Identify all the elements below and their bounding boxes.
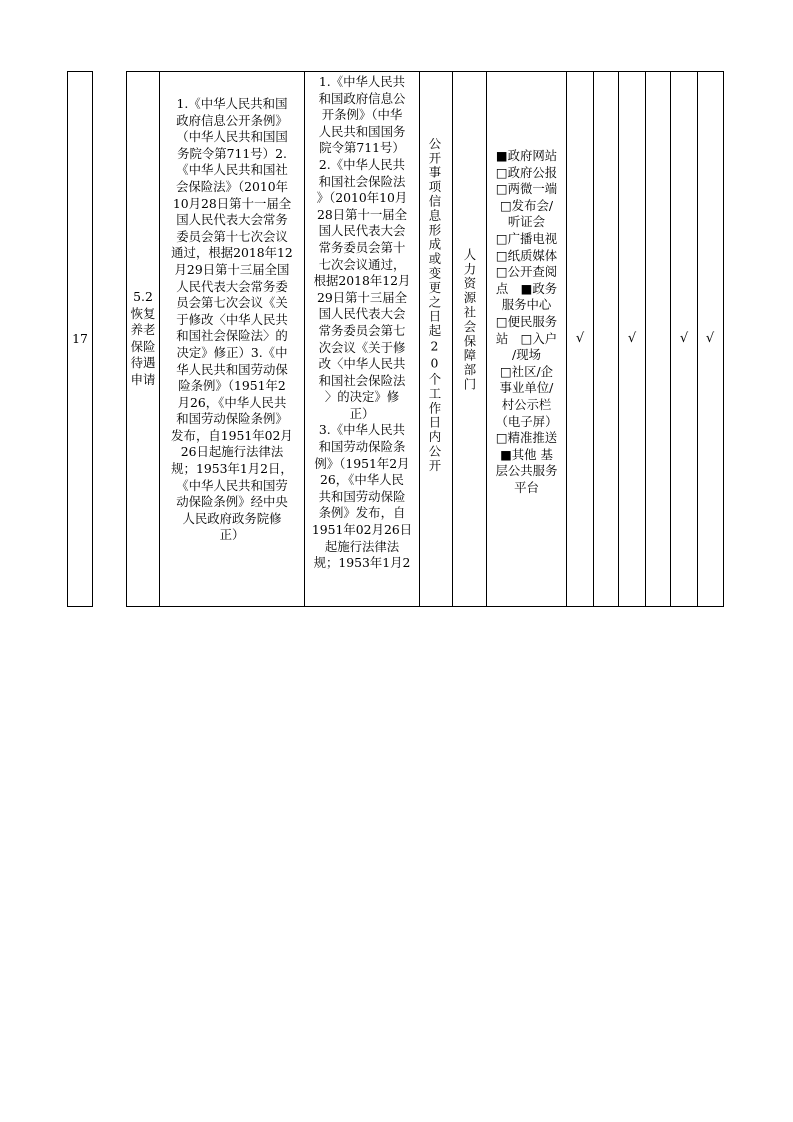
item-name: 5.2 恢复 养老 保险 待遇 申请 [130,289,156,387]
responsible-department: 人力资源社会保障部门 [462,248,477,392]
check-mark-3: √ [679,331,689,346]
time-limit: 公开事项信息形成或变更之日起20个工作日内公开 [427,137,442,474]
row-number: 17 [72,331,88,346]
check-mark-4: √ [705,331,715,346]
basis-text-2: 1.《中华人民共 和国政府信息公 开条例》（中华 人民共和国国务 院令第711号） 2.《中华人民共 和国社会保险法 》（2010年10月 28日第十一届全 国人民代表大会 常务委员会第十 七次会议通过， 根据2018年12月 29日第十三届全 国人民代表大会 常务委员会第七 次会议《关于修 改〈中华人民共 和国社会保险法 〉的决定》修 正） 3.《中华人民共 和国劳动保险条 例》（1951年2月 26，《中华人民 共和国劳动保险 条例》发布，自 1951年02月26日 起施行法律法 规；1953年1月2 [311,74,413,571]
check-mark-1: √ [575,331,585,346]
check-mark-2: √ [627,331,637,346]
basis-text-1: 1.《中华人民共和国 政府信息公开条例》 （中华人民共和国国 务院令第711号）2. 《中华人民共和国社 会保险法》（2010年 10月28日第十一届全 国人民代表大会常务 委员会第十七次会议 通过，根据2018年12 月29日第十三届全国 人民代表大会常务委 员会第七次会议《关 于修改〈中华人民共 和国社会保险法〉的 决定》修正）3.《中 华人民共和国劳动保 险条例》（1951年2 月26，《中华人民共 和国劳动保险条例》 发布，自1951年02月 26日起施行法律法 规；1953年1月2日， 《中华人民共和国劳 动保险条例》经中央 人民政府政务院修 正） [171,96,293,543]
disclosure-channels: ■政府网站 □政府公报 □两微一端 □发布会/ 听证会 □广播电视 □纸质媒体 □公开查阅 点 ■政务 服务中心 □便民服务 站 □入户 /现场 □社区/企 事业单位/ 村公示栏 （电子屏） □精准推送 ■其他 基 层公共服务 平台 [495,148,558,495]
basis-cell-2 [305,72,419,606]
